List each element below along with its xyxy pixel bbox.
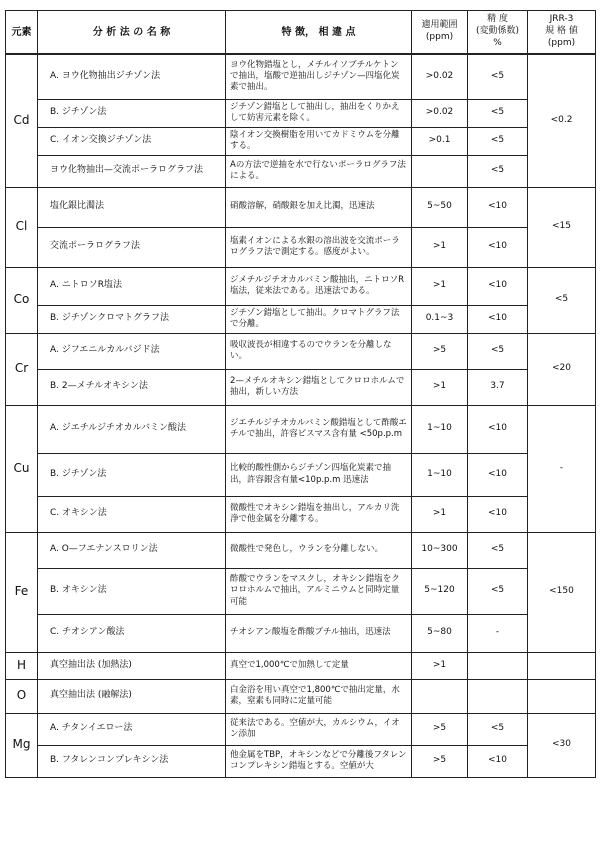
applicable-range: 5~50 bbox=[412, 187, 468, 227]
applicable-range: >0.02 bbox=[412, 54, 468, 99]
applicable-range: 1~10 bbox=[412, 405, 468, 453]
table-row bbox=[6, 568, 596, 614]
method-name: A. チタンイエロー法 bbox=[38, 713, 226, 745]
precision-value: <5 bbox=[468, 99, 528, 127]
element-symbol: Cu bbox=[6, 405, 38, 532]
table-row bbox=[6, 496, 596, 532]
jrr3-spec-value: - bbox=[528, 405, 596, 532]
method-name: 真空抽出法 (加熱法) bbox=[38, 652, 226, 679]
method-name: B. ジチゾンクロマトグラフ法 bbox=[38, 305, 226, 333]
method-name: A. ヨウ化物抽出ジチゾン法 bbox=[38, 54, 226, 99]
precision-value: <10 bbox=[468, 267, 528, 305]
table-row bbox=[6, 652, 596, 679]
applicable-range: >5 bbox=[412, 333, 468, 369]
applicable-range: >5 bbox=[412, 745, 468, 777]
method-name: 真空抽出法 (融解法) bbox=[38, 679, 226, 713]
element-symbol: Cd bbox=[6, 54, 38, 187]
method-features: 他金属をTBP，オキシンなどで分離後フタレンコンプレキシン錯塩とする。空値が大 bbox=[226, 745, 412, 777]
method-name: B. ジチゾン法 bbox=[38, 99, 226, 127]
header-range: 適用範囲 (ppm) bbox=[412, 11, 468, 55]
table-row bbox=[6, 679, 596, 713]
method-features: 微酸性でオキシン錯塩を抽出し，アルカリ洗浄で他金属を分離する。 bbox=[226, 496, 412, 532]
precision-value: <10 bbox=[468, 187, 528, 227]
precision-value: <10 bbox=[468, 405, 528, 453]
precision-value: <5 bbox=[468, 127, 528, 155]
method-name: A. ジエチルジチオカルバミン酸法 bbox=[38, 405, 226, 453]
table-row bbox=[6, 532, 596, 568]
method-features: Aの方法で逆抽を水で行ないポーラログラフ法による。 bbox=[226, 155, 412, 187]
method-features: 白金浴を用い真空で1,800℃で抽出定量，水素，窒素も同時に定量可能 bbox=[226, 679, 412, 713]
method-features: 吸収波長が相違するのでウランを分離しない。 bbox=[226, 333, 412, 369]
table-row bbox=[6, 54, 596, 99]
precision-value: <5 bbox=[468, 713, 528, 745]
method-features: 真空で1,000℃で加熱して定量 bbox=[226, 652, 412, 679]
precision-value: 3.7 bbox=[468, 369, 528, 405]
precision-value: <10 bbox=[468, 496, 528, 532]
table-row bbox=[6, 305, 596, 333]
table-row bbox=[6, 333, 596, 369]
table-row bbox=[6, 227, 596, 267]
applicable-range: >0.1 bbox=[412, 127, 468, 155]
header-features: 特 徴， 相 違 点 bbox=[226, 11, 412, 55]
method-features: 従来法である。空値が大，カルシウム，イオン添加 bbox=[226, 713, 412, 745]
applicable-range: 0.1~3 bbox=[412, 305, 468, 333]
method-features: 比較的酸性側からジチゾン四塩化炭素で抽出，許容銀含有量<10p.p.m 迅速法 bbox=[226, 453, 412, 496]
element-symbol: Cr bbox=[6, 333, 38, 405]
method-features: 2—メチルオキシン錯塩としてクロロホルムで抽出，新しい方法 bbox=[226, 369, 412, 405]
method-name: B. ジチゾン法 bbox=[38, 453, 226, 496]
jrr3-spec-value: <5 bbox=[528, 267, 596, 333]
method-name: B. フタレンコンプレキシン法 bbox=[38, 745, 226, 777]
method-features: チオシアン酸塩を酢酸ブチル抽出，迅速法 bbox=[226, 614, 412, 652]
method-features: ジチゾン錯塩として抽出。クロマトグラフ法で分離。 bbox=[226, 305, 412, 333]
precision-value: <10 bbox=[468, 227, 528, 267]
applicable-range: >0.02 bbox=[412, 99, 468, 127]
applicable-range: >5 bbox=[412, 713, 468, 745]
method-features: 微酸性で発色し，ウランを分離しない。 bbox=[226, 532, 412, 568]
jrr3-spec-value: <30 bbox=[528, 713, 596, 777]
method-name: A. ニトロソR塩法 bbox=[38, 267, 226, 305]
jrr3-spec-value bbox=[528, 679, 596, 713]
element-symbol: Fe bbox=[6, 532, 38, 652]
applicable-range: 5~80 bbox=[412, 614, 468, 652]
applicable-range bbox=[412, 155, 468, 187]
precision-value: <10 bbox=[468, 745, 528, 777]
header-method: 分 析 法 の 名 称 bbox=[38, 11, 226, 55]
applicable-range: >1 bbox=[412, 652, 468, 679]
element-symbol: Co bbox=[6, 267, 38, 333]
method-name: 塩化銀比濁法 bbox=[38, 187, 226, 227]
method-name: C. オキシン法 bbox=[38, 496, 226, 532]
method-name: C. チオシアン酸法 bbox=[38, 614, 226, 652]
header-row bbox=[6, 11, 596, 55]
table-row bbox=[6, 187, 596, 227]
applicable-range: >1 bbox=[412, 227, 468, 267]
precision-value: <5 bbox=[468, 155, 528, 187]
applicable-range: >1 bbox=[412, 496, 468, 532]
jrr3-spec-value: <15 bbox=[528, 187, 596, 267]
method-name: ヨウ化物抽出—交流ポーラログラフ法 bbox=[38, 155, 226, 187]
method-name: A. O—フエナンスロリン法 bbox=[38, 532, 226, 568]
method-features: 硝酸溶解，硝酸銀を加え比濁，迅速法 bbox=[226, 187, 412, 227]
applicable-range: >1 bbox=[412, 267, 468, 305]
precision-value: <10 bbox=[468, 453, 528, 496]
method-name: A. ジフエニルカルバジド法 bbox=[38, 333, 226, 369]
precision-value: - bbox=[468, 614, 528, 652]
jrr3-spec-value bbox=[528, 652, 596, 679]
table-row bbox=[6, 369, 596, 405]
table-row bbox=[6, 267, 596, 305]
table-row bbox=[6, 405, 596, 453]
header-jrr: JRR-3 規 格 値 (ppm) bbox=[528, 11, 596, 55]
method-name: B. オキシン法 bbox=[38, 568, 226, 614]
applicable-range: 1~10 bbox=[412, 453, 468, 496]
applicable-range: >1 bbox=[412, 369, 468, 405]
method-name: C. イオン交換ジチゾン法 bbox=[38, 127, 226, 155]
table-row bbox=[6, 99, 596, 127]
header-element: 元素 bbox=[6, 11, 38, 55]
precision-value: <5 bbox=[468, 54, 528, 99]
table-row bbox=[6, 614, 596, 652]
table-body bbox=[6, 54, 596, 777]
precision-value bbox=[468, 652, 528, 679]
jrr3-spec-value: <20 bbox=[528, 333, 596, 405]
method-name: B. 2—メチルオキシン法 bbox=[38, 369, 226, 405]
header-precision: 精 度 (変動係数) % bbox=[468, 11, 528, 55]
applicable-range bbox=[412, 679, 468, 713]
precision-value: <5 bbox=[468, 532, 528, 568]
jrr3-spec-value: <0.2 bbox=[528, 54, 596, 187]
precision-value: <5 bbox=[468, 568, 528, 614]
method-features: ジエチルジチオカルバミン酸錯塩として酢酸エチルで抽出，許容ビスマス含有量 <50p.p.m bbox=[226, 405, 412, 453]
element-symbol: O bbox=[6, 679, 38, 713]
method-features: ジチゾン錯塩として抽出し，抽出をくりかえして妨害元素を除く。 bbox=[226, 99, 412, 127]
method-name: 交流ポーラログラフ法 bbox=[38, 227, 226, 267]
method-features: 塩素イオンによる水銀の溶出波を交流ポーラログラフ法で測定する。感度がよい。 bbox=[226, 227, 412, 267]
method-features: ジメチルジチオカルバミン酸抽出，ニトロソR塩法，従来法である。迅速法である。 bbox=[226, 267, 412, 305]
precision-value: <10 bbox=[468, 305, 528, 333]
element-symbol: Cl bbox=[6, 187, 38, 267]
precision-value: <5 bbox=[468, 333, 528, 369]
analysis-methods-table bbox=[5, 10, 596, 778]
method-features: 酢酸でウランをマスクし，オキシン錯塩をクロロホルムで抽出，アルミニウムと同時定量可能 bbox=[226, 568, 412, 614]
element-symbol: H bbox=[6, 652, 38, 679]
table-row bbox=[6, 745, 596, 777]
method-features: 陰イオン交換樹脂を用いてカドミウムを分離する。 bbox=[226, 127, 412, 155]
table-row bbox=[6, 713, 596, 745]
precision-value bbox=[468, 679, 528, 713]
table-row bbox=[6, 127, 596, 155]
jrr3-spec-value: <150 bbox=[528, 532, 596, 652]
applicable-range: 10~300 bbox=[412, 532, 468, 568]
applicable-range: 5~120 bbox=[412, 568, 468, 614]
element-symbol: Mg bbox=[6, 713, 38, 777]
table-row bbox=[6, 155, 596, 187]
method-features: ヨウ化物錯塩とし，メチルイソブチルケトンで抽出，塩酸で逆抽出しジチゾン—四塩化炭素で抽出。 bbox=[226, 54, 412, 99]
table-row bbox=[6, 453, 596, 496]
